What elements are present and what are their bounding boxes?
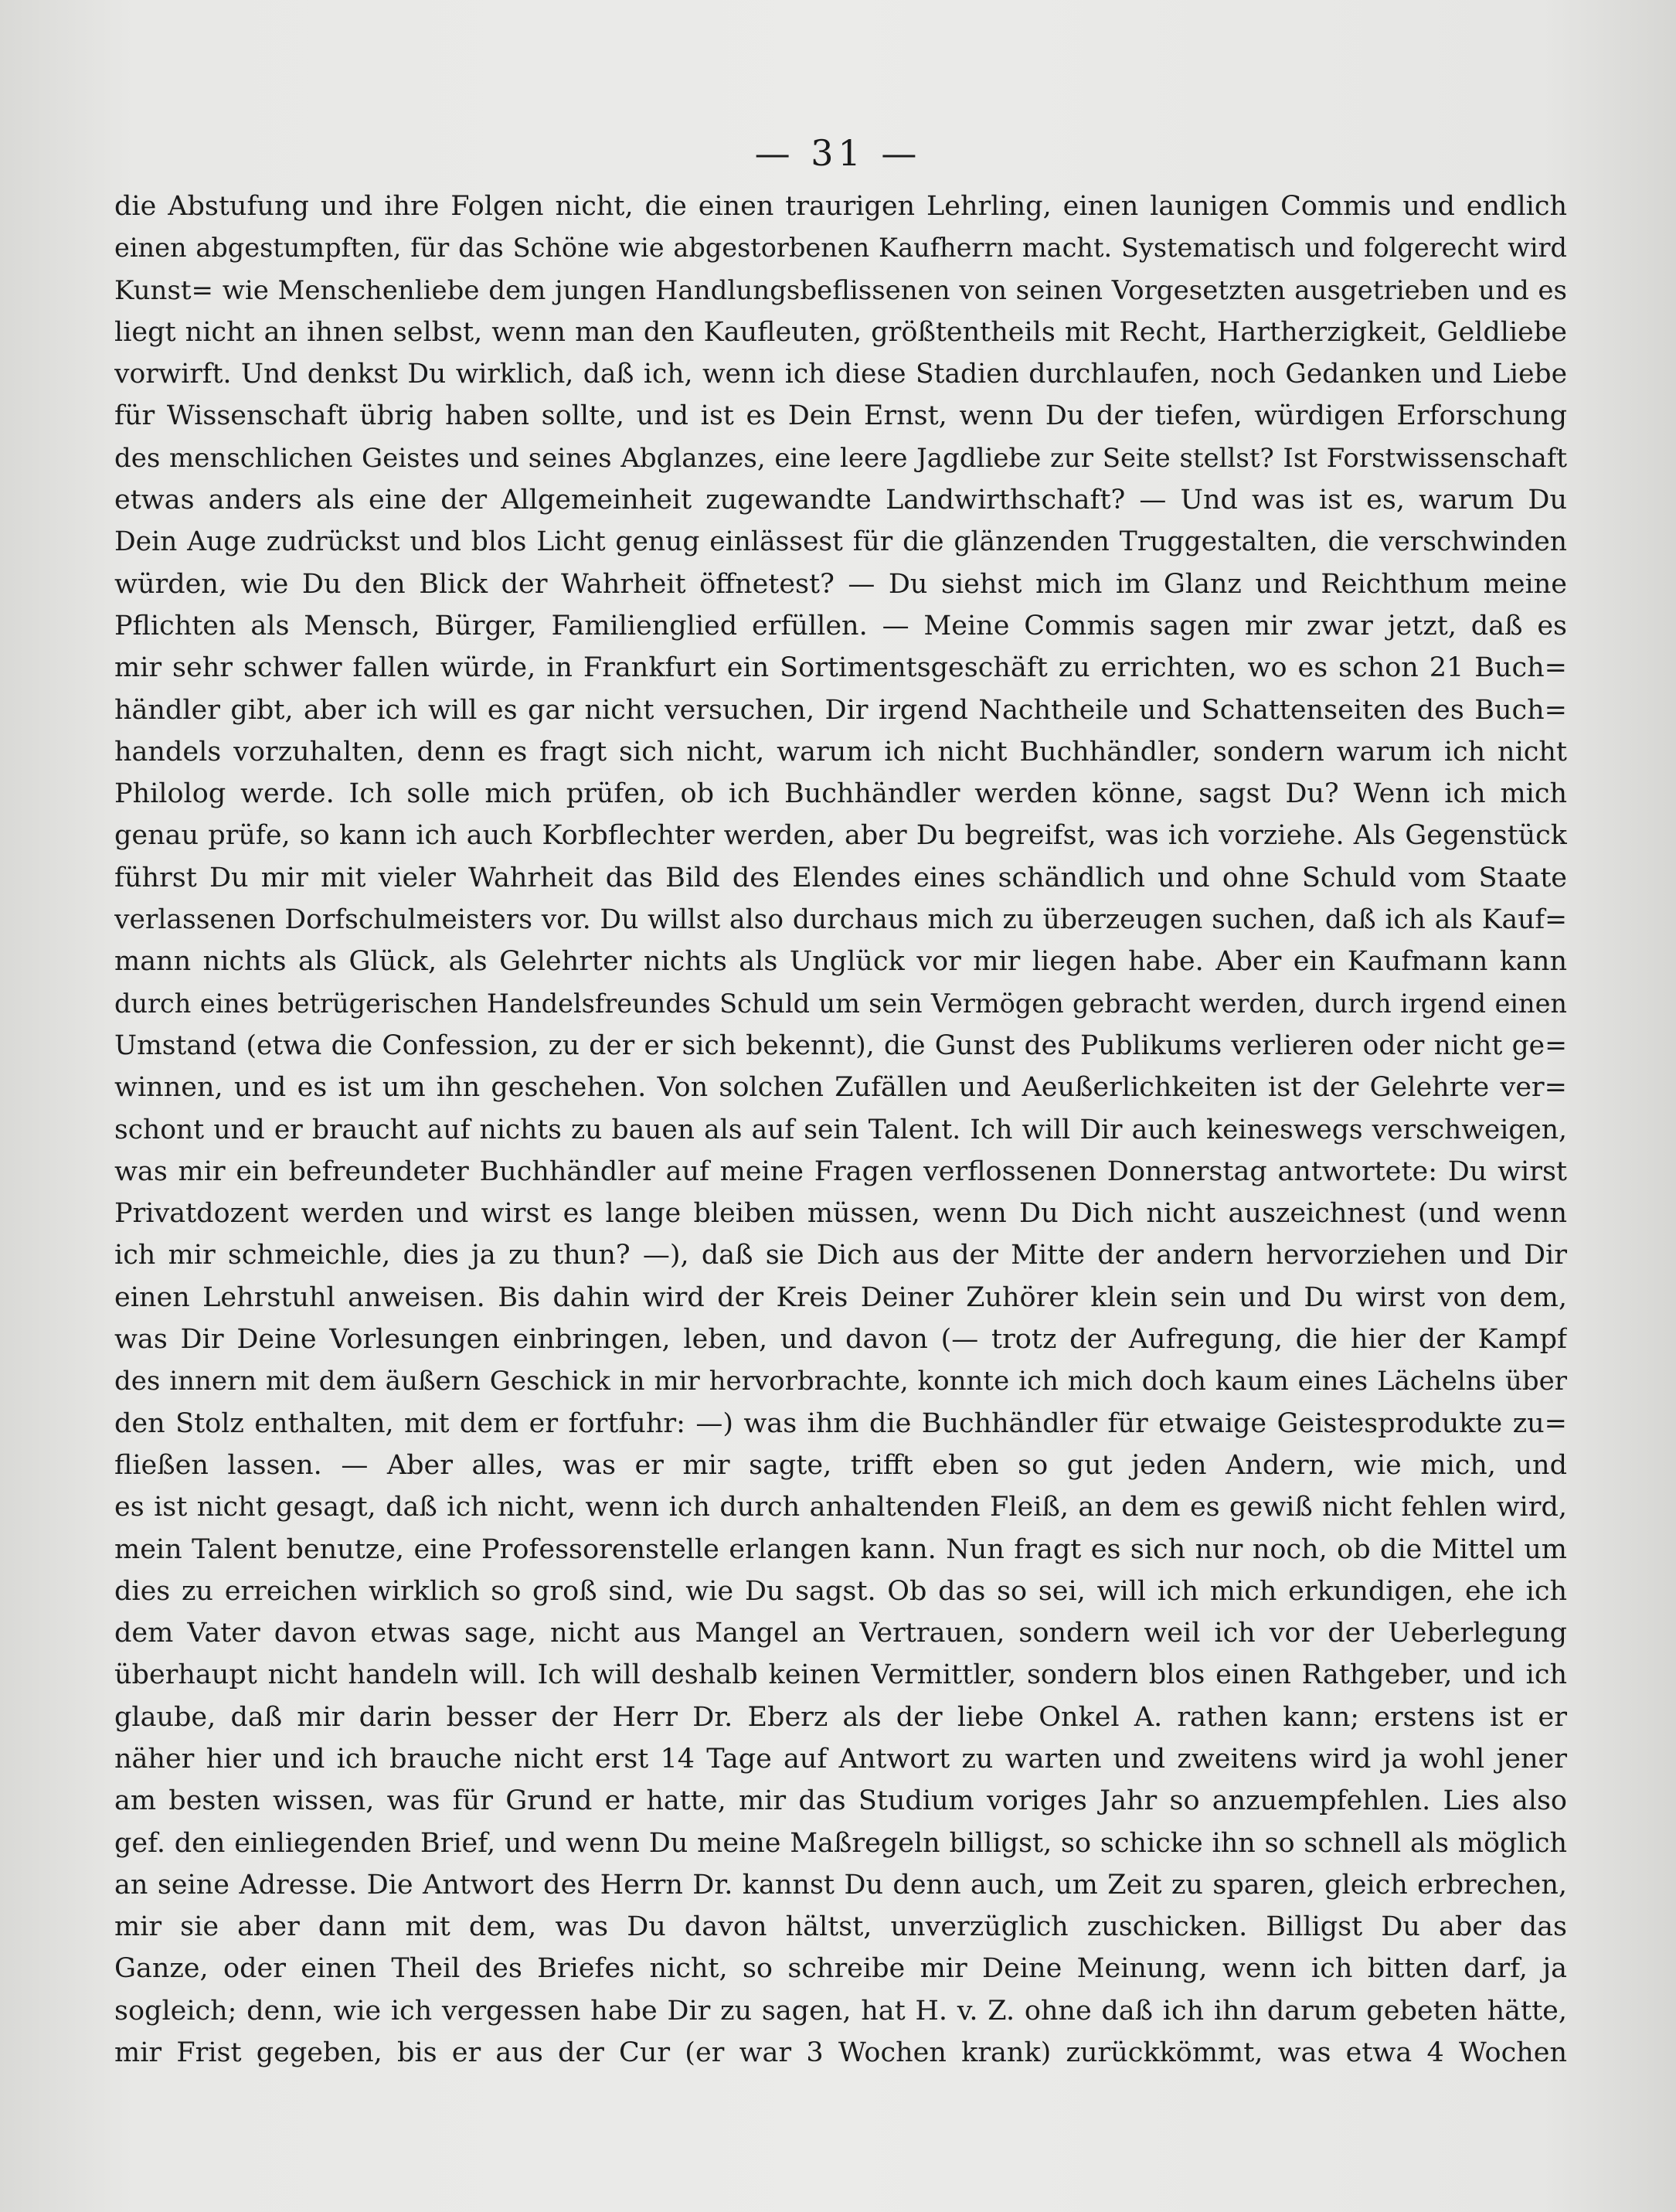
text-line: dem Vater davon etwas sage, nicht aus Mangel an Vertrauen, sondern weil ich vor der Ueberlegung	[114, 1618, 1567, 1649]
text-line: genau prüfe, so kann ich auch Korbflechter werden, aber Du begreifst, was ich vorziehe. Als Gegenstück	[114, 820, 1567, 852]
text-line: fließen lassen. — Aber alles, was er mir sagte, trifft eben so gut jeden Andern, wie mich, und	[114, 1449, 1567, 1481]
text-line: verlassenen Dorfschulmeisters vor. Du willst also durchaus mich zu überzeugen suchen, daß ich als Kauf=	[114, 904, 1567, 936]
text-line: was mir ein befreundeter Buchhändler auf meine Fragen verflossenen Donnerstag antwortete: Du wirst	[114, 1155, 1567, 1187]
text-line: ich mir schmeichle, dies ja zu thun? —), daß sie Dich aus der Mitte der andern hervorziehen und Dir	[114, 1240, 1567, 1271]
text-line: mir sehr schwer fallen würde, in Frankfurt ein Sortimentsgeschäft zu errichten, wo es schon 21 Buch=	[114, 652, 1567, 684]
text-line: liegt nicht an ihnen selbst, wenn man den Kaufleuten, größtentheils mit Recht, Hartherzigkeit, Geldliebe	[114, 316, 1567, 348]
text-line: glaube, daß mir darin besser der Herr Dr. Eberz als der liebe Onkel A. rathen kann; erstens ist er	[114, 1701, 1567, 1733]
text-line: näher hier und ich brauche nicht erst 14 Tage auf Antwort zu warten und zweitens wird ja wohl jener	[114, 1743, 1567, 1775]
text-line: einen Lehrstuhl anweisen. Bis dahin wird der Kreis Deiner Zuhörer klein sein und Du wirst von dem,	[114, 1281, 1567, 1313]
page-number-header: — 31 —	[754, 132, 922, 174]
text-line: Ganze, oder einen Theil des Briefes nicht, so schreibe mir Deine Meinung, wenn ich bitten darf, ja	[114, 1953, 1567, 1985]
text-line: den Stolz enthalten, mit dem er fortfuhr: —) was ihm die Buchhändler für etwaige Geistesprodukte zu=	[114, 1407, 1567, 1439]
text-line: es ist nicht gesagt, daß ich nicht, wenn ich durch anhaltenden Fleiß, an dem es gewiß nicht fehlen wird,	[114, 1492, 1567, 1523]
text-line: Philolog werde. Ich solle mich prüfen, ob ich Buchhändler werden könne, sagst Du? Wenn ich mich	[114, 778, 1567, 810]
text-line: schont und er braucht auf nichts zu bauen als auf sein Talent. Ich will Dir auch keineswegs verschweigen,	[114, 1114, 1567, 1145]
body-text	[114, 185, 1567, 2074]
text-line: durch eines betrügerischen Handelsfreundes Schuld um sein Vermögen gebracht werden, durch irgend einen	[114, 988, 1567, 1019]
text-line: sogleich; denn, wie ich vergessen habe Dir zu sagen, hat H. v. Z. ohne daß ich ihn darum gebeten hätte,	[114, 1995, 1567, 2027]
text-line: winnen, und es ist um ihn geschehen. Von solchen Zufällen und Aeußerlichkeiten ist der Gelehrte ver=	[114, 1072, 1567, 1104]
text-line: handels vorzuhalten, denn es fragt sich nicht, warum ich nicht Buchhändler, sondern warum ich nicht	[114, 736, 1567, 767]
text-line: händler gibt, aber ich will es gar nicht versuchen, Dir irgend Nachtheile und Schattenseiten des Buch=	[114, 694, 1567, 726]
text-line: mein Talent benutze, eine Professorenstelle erlangen kann. Nun fragt es sich nur noch, ob die Mittel um	[114, 1533, 1567, 1565]
text-line: an seine Adresse. Die Antwort des Herrn Dr. kannst Du denn auch, um Zeit zu sparen, gleich erbrechen,	[114, 1869, 1567, 1901]
text-line: führst Du mir mit vieler Wahrheit das Bild des Elendes eines schändlich und ohne Schuld vom Staate	[114, 862, 1567, 893]
text-line: vorwirft. Und denkst Du wirklich, daß ich, wenn ich diese Stadien durchlaufen, noch Gedanken und Liebe	[114, 359, 1567, 390]
text-line: für Wissenschaft übrig haben sollte, und ist es Dein Ernst, wenn Du der tiefen, würdigen Erforschung	[114, 400, 1567, 432]
text-line: des menschlichen Geistes und seines Abglanzes, eine leere Jagdliebe zur Seite stellst? Ist Forstwissenschaft	[114, 442, 1567, 474]
text-line: etwas anders als eine der Allgemeinheit zugewandte Landwirthschaft? — Und was ist es, warum Du	[114, 485, 1567, 516]
text-line: gef. den einliegenden Brief, und wenn Du meine Maßregeln billigst, so schicke ihn so schnell als möglich	[114, 1827, 1567, 1859]
text-line: überhaupt nicht handeln will. Ich will deshalb keinen Vermittler, sondern blos einen Rathgeber, und ich	[114, 1659, 1567, 1691]
text-line: Kunst= wie Menschenliebe dem jungen Handlungsbeflissenen von seinen Vorgesetzten ausgetrieben und es	[114, 274, 1567, 306]
text-line: die Abstufung und ihre Folgen nicht, die einen traurigen Lehrling, einen launigen Commis und endlich	[114, 191, 1567, 222]
text-line: Umstand (etwa die Confession, zu der er sich bekennt), die Gunst des Publikums verlieren oder nicht ge=	[114, 1029, 1567, 1061]
text-line: einen abgestumpften, für das Schöne wie abgestorbenen Kaufherrn macht. Systematisch und folgerecht wird	[114, 233, 1567, 264]
text-line: des innern mit dem äußern Geschick in mir hervorbrachte, konnte ich mich doch kaum eines Lächelns über	[114, 1366, 1567, 1397]
text-line: mann nichts als Glück, als Gelehrter nichts als Unglück vor mir liegen habe. Aber ein Kaufmann kann	[114, 946, 1567, 978]
text-line: am besten wissen, was für Grund er hatte, mir das Studium voriges Jahr so anzuempfehlen. Lies also	[114, 1785, 1567, 1817]
text-line: Pflichten als Mensch, Bürger, Familienglied erfüllen. — Meine Commis sagen mir zwar jetzt, daß es	[114, 610, 1567, 641]
text-line: Privatdozent werden und wirst es lange bleiben müssen, wenn Du Dich nicht auszeichnest (und wenn	[114, 1198, 1567, 1230]
text-line: mir sie aber dann mit dem, was Du davon hältst, unverzüglich zuschicken. Billigst Du aber das	[114, 1911, 1567, 1943]
text-line: dies zu erreichen wirklich so groß sind, wie Du sagst. Ob das so sei, will ich mich erkundigen, ehe ich	[114, 1575, 1567, 1607]
text-line: Dein Auge zudrückst und blos Licht genug einlässest für die glänzenden Truggestalten, die verschwinden	[114, 526, 1567, 558]
text-line: würden, wie Du den Blick der Wahrheit öffnetest? — Du siehst mich im Glanz und Reichthum meine	[114, 568, 1567, 600]
text-line: was Dir Deine Vorlesungen einbringen, leben, und davon (— trotz der Aufregung, die hier der Kampf	[114, 1324, 1567, 1356]
text-line: mir Frist gegeben, bis er aus der Cur (er war 3 Wochen krank) zurückkömmt, was etwa 4 Wochen	[114, 2037, 1567, 2069]
